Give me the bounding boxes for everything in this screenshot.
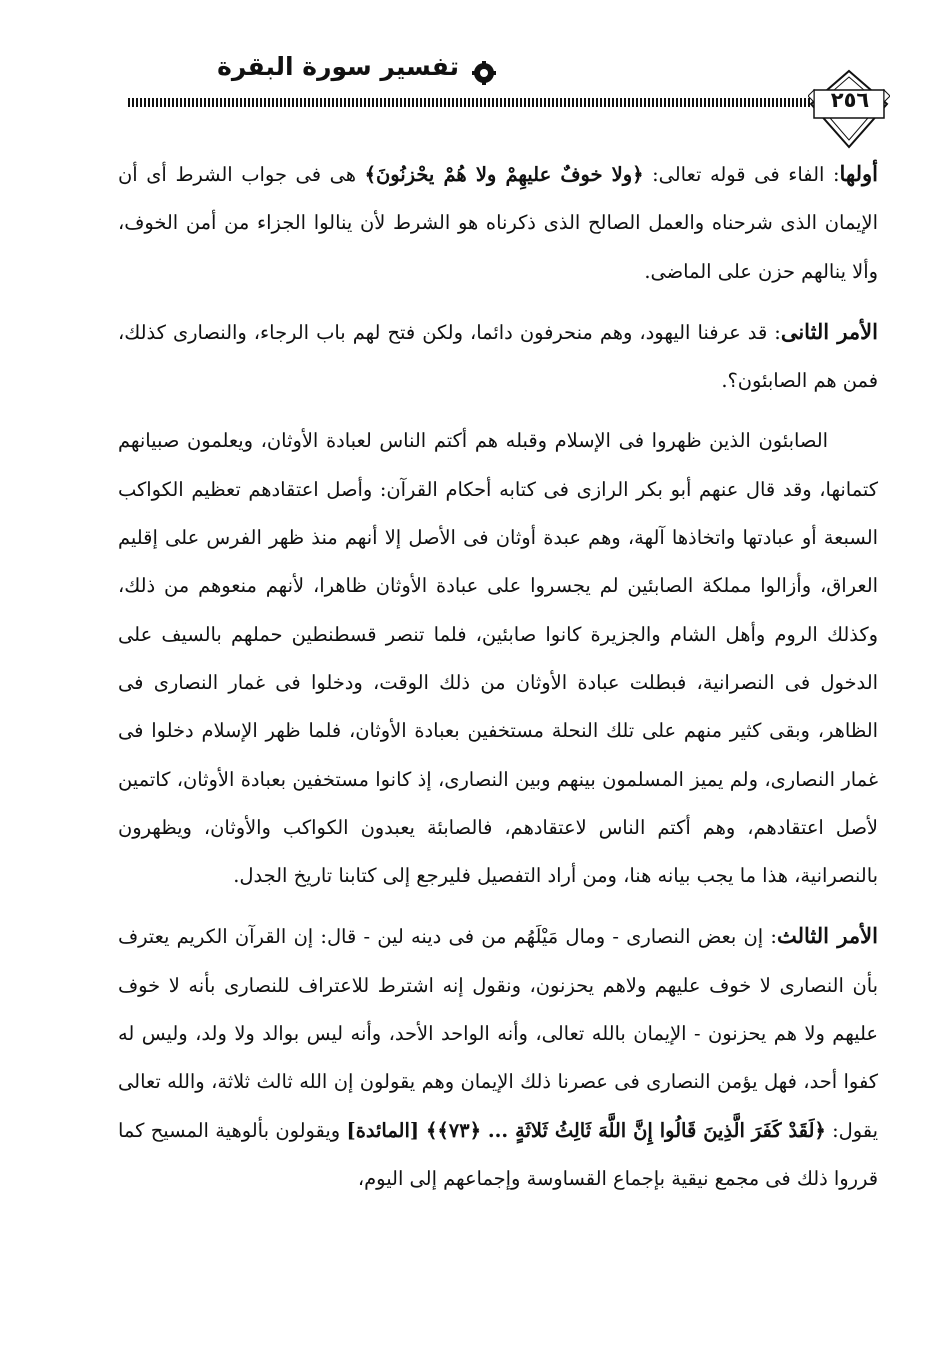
- paragraph-lead: أولها: [839, 161, 878, 186]
- paragraph-sabians: [118, 417, 878, 900]
- page-body: [118, 150, 878, 1215]
- header-rule: [128, 98, 810, 107]
- paragraph-lead: الأمر الثانى: [780, 318, 878, 344]
- paragraph-lead: الأمر الثالث: [776, 923, 878, 949]
- quran-quote: ﴿لَقَدْ كَفَرَ الَّذِينَ قَالُوا إِنَّ اللَّهَ ثَالِثُ ثَلاثَةٍ ... ﴿٧٣﴾﴾: [425, 1118, 826, 1142]
- paragraph-text: : قد عرفنا اليهود، وهم منحرفون دائما، ولكن فتح لهم باب الرجاء، والنصارى كذلك، فمن هم الصابئون؟.: [118, 320, 878, 393]
- paragraph-text: : إن بعض النصارى - ومال مَيْلَهُم من فى دينه لين - قال: إن القرآن الكريم يعترف بأن النصارى لا خوف عليهم ولاهم يحزنون، ونقول إنه اشترط للاعتراف للنصارى بأنه لا خوف عليهم ولا هم يحزنون - الإيمان بالله تعالى، وأنه الواحد الأحد، وأنه ليس بوالد ولا ولد، وليس له كفوا أحد، فهل يؤمن النصارى فى عصرنا ذلك الإيمان وهم يقولون إن الله ثالث ثلاثة، والله تعالى يقول:: [118, 925, 878, 1142]
- paragraph-text: هى فى جواب الشرط أى أن الإيمان الذى شرحناه والعمل الصالح الذى ذكرناه هو الشرط لأن ينالوا الجزاء من أمن الخوف، وألا ينالهم حزن على الماضى.: [118, 163, 878, 283]
- paragraph-text: الصابئون الذين ظهروا فى الإسلام وقبله هم أكتم الناس لعبادة الأوثان، ويعلمون صبيانهم كتمانها، وقد قال عنهم أبو بكر الرازى فى كتابه أحكام القرآن: وأصل اعتقادهم تعظيم الكواكب السبعة أو عبادتها واتخاذها آلهة، وهم عبدة أوثان فى الأصل إلا أنهم منذ ظهر الفرس على إقليم العراق، وأزالوا مملكة الصابئين لم يجسروا على عبادة الأوثان ظاهرا، لأنهم منعوهم من ذلك، وكذلك الروم وأهل الشام والجزيرة كانوا صابئين، فلما تنصر قسطنطين حملهم بالسيف على الدخول فى النصرانية، فبطلت عبادة الأوثان من ذلك الوقت، ودخلوا فى غمار النصارى فى الظاهر، وبقى كثير منهم على تلك النحلة مستخفين بعبادة الأوثان، فلما ظهر الإسلام دخلوا فى غمار النصارى، ولم يميز المسلمون بينهم وبين النصارى، إذ كانوا مستخفين بعبادة الأوثان، كاتمين لأصل اعتقادهم، وهم أكتم الناس لاعتقادهم، فالصابئة يعبدون الكواكب والأوثان، ويظهرون بالنصرانية، هذا ما يجب بيانه هنا، ومن أراد التفصيل فليرجع إلى كتابنا تاريخ الجدل.: [118, 429, 878, 888]
- paragraph-third: [118, 912, 878, 1203]
- paragraph-first: [118, 150, 878, 296]
- page-number: ٢٥٦: [830, 88, 870, 112]
- surah-reference: [المائدة]: [346, 1118, 426, 1142]
- quran-quote: ﴿ولا خوفٌ عليهِمْ ولا هُمْ يحْزنُونَ﴾: [364, 163, 644, 186]
- paragraph-text: ويقولون بألوهية المسيح كما قرروا ذلك فى مجمع نيقية بإجماع القساوسة وإجماعهم إلى اليوم،: [118, 1118, 878, 1190]
- running-head-title: تفسير سورة البقرة: [217, 52, 459, 81]
- paragraph-text: : الفاء فى قوله تعالى:: [643, 163, 840, 186]
- ornament-icon: [469, 60, 499, 86]
- paragraph-second: [118, 308, 878, 406]
